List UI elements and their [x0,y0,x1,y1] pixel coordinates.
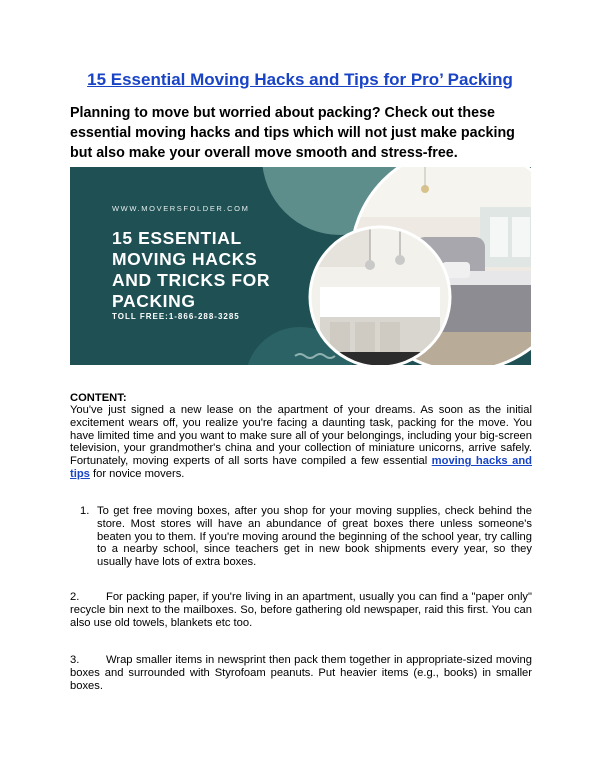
list-item-number: 1. [80,505,90,517]
banner-heading [112,228,312,312]
banner-heading-line: PACKING [112,291,196,311]
document-title[interactable]: 15 Essential Moving Hacks and Tips for Pro’ Packing [87,70,513,89]
banner-url: WWW.MOVERSFOLDER.COM [112,204,250,213]
banner-image [70,167,531,365]
paragraph-text: You've just signed a new lease on the apartment of your dreams. As soon as the initial excitement wears off, you realize you're facing a daunting task, packing for the move. You have limited time and you want to make sure all of your belongings, including your big-screen television, your grandmother's china and your collection of miniature unicorns, arrive safely. Fortunately, moving experts of all sorts have compiled a few essential [70,404,532,468]
list-item: To get free moving boxes, after you shop for your moving supplies, check behind the store. Most stores will have an abundance of great boxes there unless someone's beaten you to them. If you're moving around the beginning of the school year, try calling to a nearby school, since teachers get in new book shipments every year, so they usually have lots of extra boxes. [97,505,532,569]
moving-hacks-link[interactable]: moving hacks and tips [70,455,532,480]
paragraph-text-end: for novice movers. [89,467,185,480]
intro-paragraph: Planning to move but worried about packing? Check out these essential moving hacks and tips which will not just make packing but also make your overall move smooth and stress-free. [70,105,515,161]
list-item-number: 3. [70,654,80,666]
banner-heading-line: 15 ESSENTIAL [112,228,242,248]
banner-heading-line: AND TRICKS FOR [112,270,271,290]
list-item-number: 2. [70,591,80,603]
banner-toll-free: TOLL FREE:1-866-288-3285 [112,312,240,321]
list-item: Wrap smaller items in newsprint then pack them together in appropriate-sized moving boxes and surrounded with Styrofoam peanuts. Put heavier items (e.g., books) in smaller boxes. [70,654,532,692]
list-item: For packing paper, if you're living in an apartment, usually you can find a "paper only" recycle bin next to the mailboxes. So, before gathering old newspaper, raid this first. You can also use old towels, blankets etc too. [70,591,532,629]
content-heading: CONTENT: [70,392,127,404]
banner-heading-line: MOVING HACKS [112,249,258,269]
content-paragraph [70,404,532,481]
